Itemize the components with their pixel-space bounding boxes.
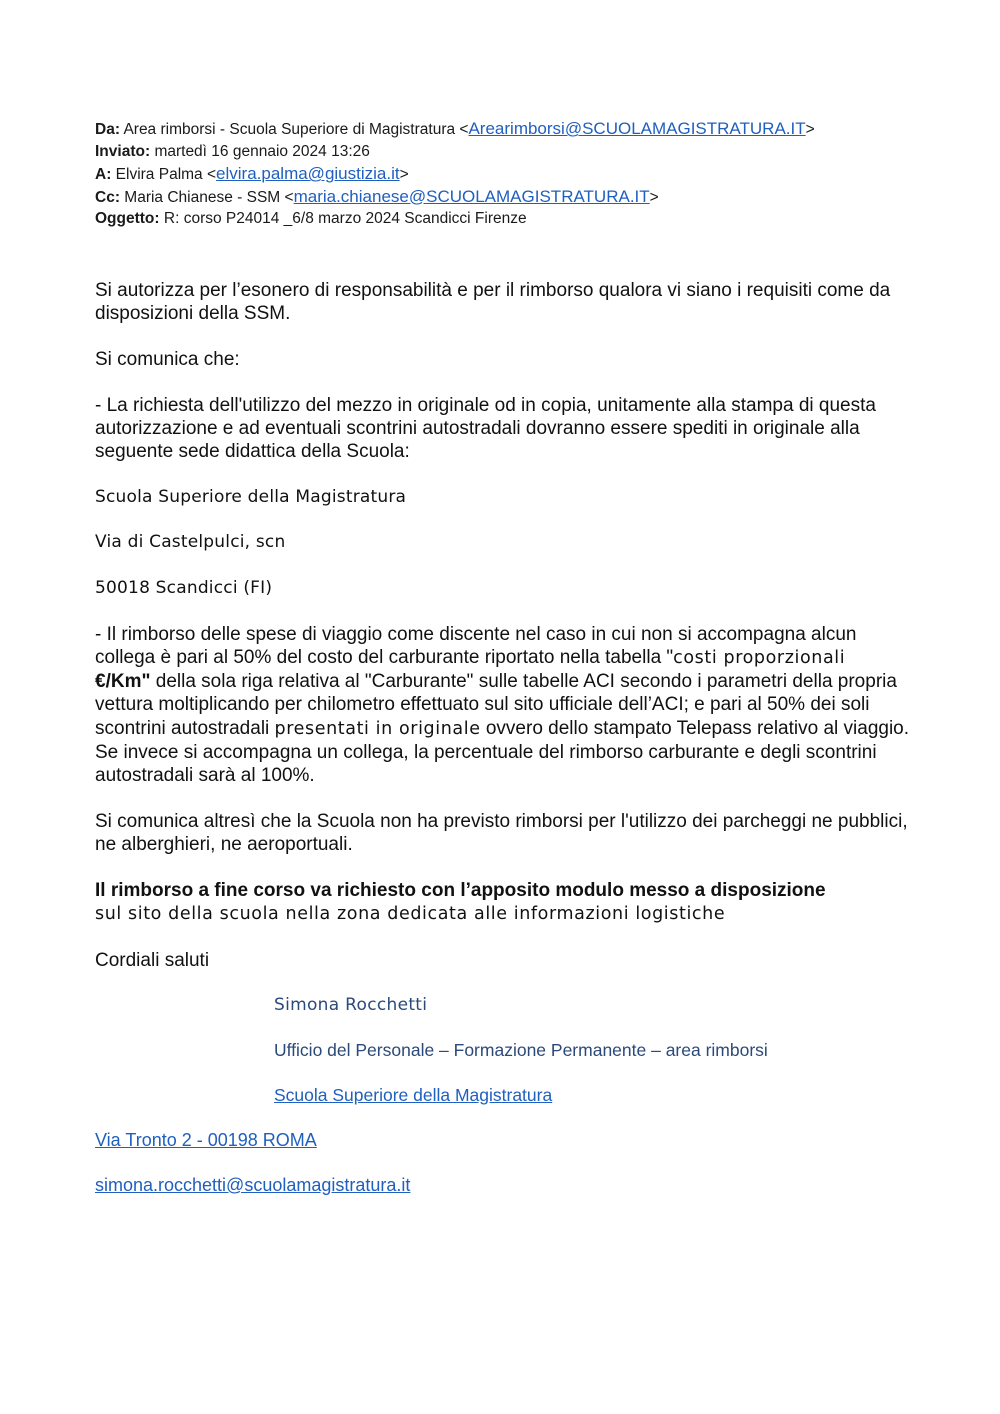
module-notice xyxy=(95,879,915,926)
rules-part-f: ovvero dello stampato Telepass relativo al viaggio. Se invece si accompagna un collega, la percentuale del rimborso carburante e degli scontrini autostradali sarà al 100%. xyxy=(95,717,910,787)
sent-value: martedì 16 gennaio 2024 13:26 xyxy=(154,142,370,160)
rules-part-b: costi proporzionali xyxy=(673,648,846,669)
module-notice-rest: sul sito della scuola nella zona dedicata alle informazioni logistiche xyxy=(95,903,726,924)
authorization-paragraph: Si autorizza per l’esonero di responsabilità e per il rimborso qualora vi siano i requisiti come da disposizioni della SSM. xyxy=(95,280,891,325)
to-row xyxy=(95,163,955,186)
cc-value: Maria Chianese - SSM < xyxy=(124,188,294,206)
from-email-link[interactable]: Arearimborsi@SCUOLAMAGISTRATURA.IT xyxy=(468,119,806,138)
module-notice-bold: Il rimborso a fine corso va richiesto con l’apposito modulo messo a disposizione xyxy=(95,879,826,901)
signature-office: Ufficio del Personale – Formazione Permanente – area rimborsi xyxy=(274,1040,768,1060)
subject-value: R: corso P24014 _6/8 marzo 2024 Scandicci Firenze xyxy=(163,210,527,227)
subject-label: Oggetto: xyxy=(95,210,160,227)
cc-row xyxy=(95,186,955,209)
communication-intro: Si comunica che: xyxy=(95,348,240,370)
parking-notice: Si comunica altresì che la Scuola non ha previsto rimborsi per l'utilizzo dei parcheggi ne pubblici, ne alberghieri, ne aeroportuali. xyxy=(95,810,908,855)
cc-label: Cc: xyxy=(95,188,120,206)
rules-part-c: €/Km" xyxy=(95,671,151,693)
subject-row xyxy=(95,208,955,231)
address-line-3: 50018 Scandicci (FI) xyxy=(95,578,273,599)
from-row xyxy=(95,118,955,141)
to-email-link[interactable]: elvira.palma@giustizia.it xyxy=(216,164,400,183)
email-body xyxy=(95,279,915,994)
email-header xyxy=(95,118,955,231)
greeting: Cordiali saluti xyxy=(95,949,210,971)
cc-email-link[interactable]: maria.chianese@SCUOLAMAGISTRATURA.IT xyxy=(293,186,650,206)
to-label: A: xyxy=(95,166,112,183)
rules-part-d: della sola riga relativa al "Carburante" sulle tabelle ACI secondo i parametri della propria vettura moltiplicando per chilometro effettuato sul sito ufficiale dell’ACI; e pari al 50% dei soli scontrini autostradali xyxy=(95,671,897,739)
from-close: > xyxy=(805,121,815,138)
address-link[interactable]: Via Tronto 2 - 00198 ROMA xyxy=(95,1130,317,1150)
school-link[interactable]: Scuola Superiore della Magistratura xyxy=(274,1085,553,1105)
cc-close: > xyxy=(649,188,659,206)
address-line-1: Scuola Superiore della Magistratura xyxy=(95,486,407,507)
signature-name: Simona Rocchetti xyxy=(274,995,428,1015)
sent-row xyxy=(95,141,955,164)
to-value: Elvira Palma < xyxy=(115,166,217,183)
rules-part-a: - Il rimborso delle spese di viaggio come discente nel caso in cui non si accompagna alcun collega è pari al 50% del costo del carburante riportato nella tabella " xyxy=(95,623,857,669)
shipping-instructions: - La richiesta dell'utilizzo del mezzo in originale od in copia, unitamente alla stampa di questa autorizzazione e ad eventuali scontrini autostradali dovranno essere spediti in originale alla seguente sede didattica della Scuola: xyxy=(95,394,876,463)
from-value: Area rimborsi - Scuola Superiore di Magistratura < xyxy=(123,121,469,138)
reimbursement-rules xyxy=(95,623,915,787)
email-link[interactable]: simona.rocchetti@scuolamagistratura.it xyxy=(95,1175,411,1195)
address-line-2: Via di Castelpulci, scn xyxy=(95,532,286,553)
rules-part-e: presentati in originale xyxy=(274,718,481,739)
to-close: > xyxy=(399,166,409,183)
sent-label: Inviato: xyxy=(95,142,151,160)
from-label: Da: xyxy=(95,121,120,138)
